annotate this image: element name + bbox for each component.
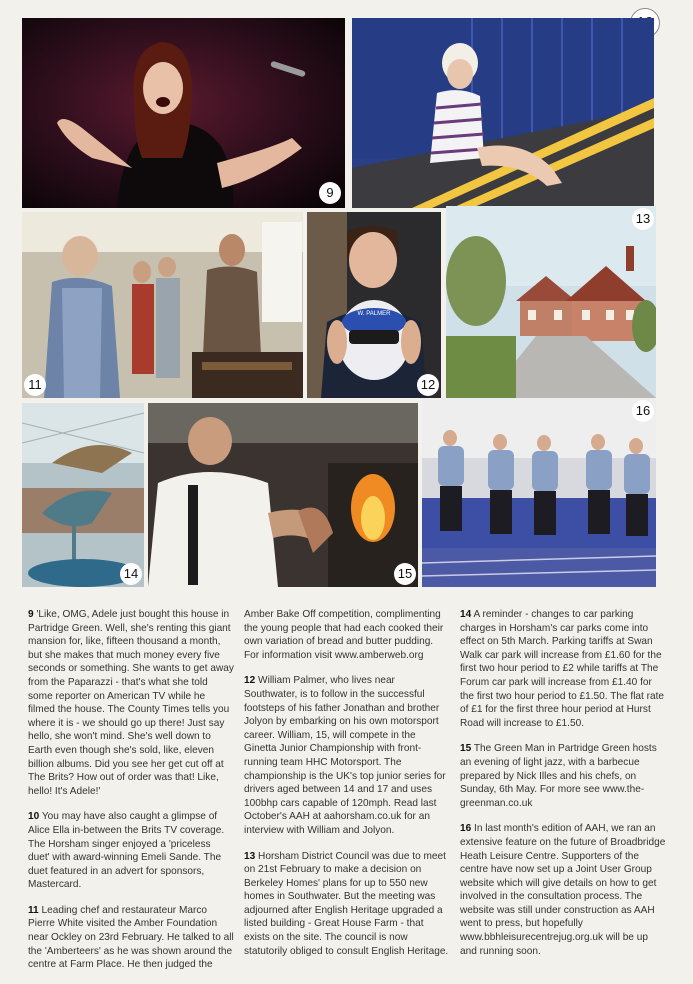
photo-number-badge: 11	[24, 374, 46, 396]
photo-number-badge: 16	[632, 400, 654, 422]
article-9	[28, 608, 234, 798]
article-text: A reminder - changes to car parking charges in Horsham's car parks come into effect on 5th March. Parking tariffs at Swan Walk car park will increase from £1.60 for the first two hour period to £2 while tariffs at The Forum car park will increase from £1.40 for the first two hour period to £1.50. The flat rate of £1 for the first three hour period at Hurst Road will increase to £1.50.	[460, 609, 665, 729]
article-13	[244, 850, 450, 959]
photo-number-badge: 14	[120, 563, 142, 585]
helmet-lettering: W. PALMER	[357, 311, 391, 317]
article-text: Amber Bake Off competition, complimenting the young people that had each cooked their own variation of bread and butter pudding. For information visit www.amberweb.org	[244, 609, 444, 661]
photo-group-chef	[22, 212, 303, 398]
article-number: 9	[28, 609, 34, 620]
article-number: 14	[460, 609, 472, 620]
article-number: 15	[460, 743, 472, 755]
article-number: 12	[244, 675, 256, 687]
article-text: William Palmer, who lives near Southwater, is to follow in the successful footsteps of his father Jonathan and brother Jolyon by embarking on his own motorsport career. William, 15, will compete in the Ginetta Junior Championship with front-running team HHC Motorsport. The championship is the UK's top junior series for drivers aged between 14 and 17 and uses 100bhp cars capable of 120mph. Read last October's AAH at aahorsham.co.uk for an interview with William and Jolyon.	[244, 675, 446, 836]
article-text: The Green Man in Partridge Green hosts an evening of light jazz, with a barbecue prepared by Nick Illes and his chefs, on Sunday, 6th May. For more see www.the-greenman.co.uk	[460, 743, 657, 809]
article-12	[244, 674, 450, 837]
photo-number-badge: 12	[417, 374, 439, 396]
photo-number-badge: 15	[394, 563, 416, 585]
photo-number-badge: 13	[632, 208, 654, 230]
article-number: 16	[460, 823, 472, 835]
article-number: 11	[28, 904, 39, 916]
article-10	[28, 810, 234, 892]
photo-runners	[422, 398, 656, 587]
article-15	[460, 742, 666, 810]
article-text: In last month's edition of AAH, we ran an extensive feature on the future of Broadbridge Heath Leisure Centre. Supporters of the centre have now set up a Joint User Group website which will give details on how to get involved in the consultation process. The website was still under construction as AAH went to press, but hopefully www.bbhleisurecentrejug.org.uk will be up and running soon.	[460, 823, 666, 957]
article-text: Horsham District Council was due to meet on 21st February to make a decision on Berkeley Homes' plans for up to 550 new homes in Southwater. But the meeting was adjourned after English Heritage upgraded a listed building - Great House Farm - that exists on the site. The council is now statutorily obliged to consult English Heritage.	[244, 850, 449, 957]
photo-number-badge: 9	[319, 182, 341, 204]
text-column-3	[460, 608, 666, 970]
article-text: You may have also caught a glimpse of Alice Ella in-between the Brits TV coverage. The Horsham singer enjoyed a 'priceless duet' with award-winning Emeli Sande. The duet featured in an advert for sponsors, Mastercard.	[28, 811, 225, 891]
article-16	[460, 822, 666, 958]
photo-heron-sculpture	[22, 403, 144, 587]
photo-singer	[22, 18, 345, 208]
article-14	[460, 608, 666, 730]
photo-boy-helmet	[307, 212, 441, 398]
article-text: Leading chef and restaurateur Marco Pierre White visited the Amber Foundation near Ockley on 23rd February. He talked to all the 'Amberteers' as he was shown around the centre at Farm Place. He then judged the	[28, 904, 234, 971]
article-11-continued	[244, 608, 450, 662]
text-column-2	[244, 608, 450, 970]
photo-housing-development	[446, 206, 656, 398]
article-number: 13	[244, 850, 256, 862]
text-column-1	[28, 608, 234, 984]
article-11	[28, 904, 234, 972]
article-number: 10	[28, 811, 40, 823]
photo-chef-cooking	[148, 403, 418, 587]
article-text: 'Like, OMG, Adele just bought this house in Partridge Green. Well, she's renting this giant mansion for, like, fifteen thousand a month, but she makes that much money every five seconds or something. She wants to get away from the Paparazzi - that's what she told some reporter on American TV while he filmed the house. The County Times tells you where it is - we should go up there! Just say hello, she won't mind. She's well down to Earth even though she's sold, like, eleven billion albums. Did you see her get cut off at The Brits? How out of order was that! Like, hello! It's Adele!'	[28, 609, 234, 797]
photo-woman-road	[352, 18, 654, 208]
